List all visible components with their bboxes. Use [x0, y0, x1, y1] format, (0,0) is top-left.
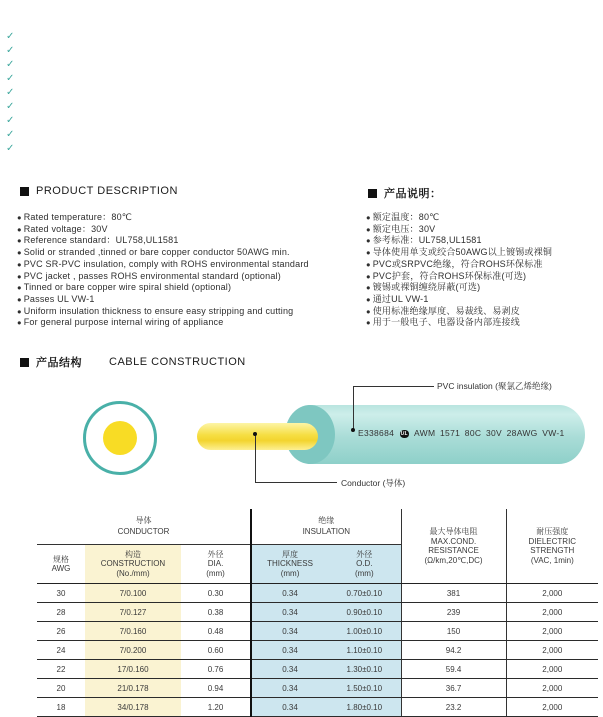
header-max-resistance: 最大导体电阻 MAX.COND. RESISTANCE (Ω/km,20℃,DC) [401, 509, 506, 584]
table-cell: 2,000 [506, 660, 598, 679]
table-cell: 20 [37, 679, 85, 698]
bullet-item: ● Reference standard：UL758,UL1581 [17, 235, 367, 247]
conductor-leader-dot [253, 432, 257, 436]
product-notes-list [366, 212, 601, 329]
table-cell: 34/0.178 [85, 698, 181, 717]
header-od: 外径 O.D. (mm) [328, 545, 401, 584]
table-cell: 0.34 [251, 622, 328, 641]
header-thickness: 厚度 THICKNESS (mm) [251, 545, 328, 584]
table-cell: 381 [401, 584, 506, 603]
table-cell: 7/0.160 [85, 622, 181, 641]
table-cell: 7/0.200 [85, 641, 181, 660]
table-row [37, 603, 598, 622]
table-row [37, 679, 598, 698]
bullet-item: ● Solid or stranded ,tinned or bare copper conductor 50AWG min. [17, 247, 367, 259]
table-cell: 23.2 [401, 698, 506, 717]
table-cell: 26 [37, 622, 85, 641]
bullet-item: ● PVC或SRPVC绝缘，符合ROHS环保标准 [366, 259, 601, 271]
table-cell: 94.2 [401, 641, 506, 660]
header-dia: 外径 DIA. (mm) [181, 545, 251, 584]
table-cell: 18 [37, 698, 85, 717]
table-cell: 0.34 [251, 641, 328, 660]
bullet-item: ● 镀锡或裸铜缠绕屏蔽(可选) [366, 282, 601, 294]
insulation-leader-dot [351, 428, 355, 432]
table-cell: 0.60 [181, 641, 251, 660]
check-icon: ✓ [6, 73, 15, 84]
bullet-item: ● 额定电压：30V [366, 224, 601, 236]
check-icon: ✓ [6, 101, 15, 112]
insulation-label: PVC insulation (聚氯乙烯绝缘) [437, 381, 552, 391]
square-bullet-icon [20, 358, 29, 367]
cable-print-text [358, 428, 565, 438]
bullet-item: ● 额定温度：80℃ [366, 212, 601, 224]
check-icon: ✓ [6, 115, 15, 126]
table-cell: 0.34 [251, 660, 328, 679]
check-icon: ✓ [6, 31, 15, 42]
check-icon: ✓ [6, 87, 15, 98]
ul-logo-icon: UL [400, 431, 408, 437]
insulation-leader-line [353, 386, 434, 387]
table-cell: 0.48 [181, 622, 251, 641]
cable-diagram [0, 372, 603, 512]
cable-construction-title-en: CABLE CONSTRUCTION [109, 356, 246, 368]
table-cell: 36.7 [401, 679, 506, 698]
table-cell: 0.38 [181, 603, 251, 622]
bullet-item: ● 参考标准：UL758,UL1581 [366, 235, 601, 247]
table-cell: 1.00±0.10 [328, 622, 401, 641]
cable-print-rating: AWM 1571 80C 30V 28AWG VW-1 [414, 428, 565, 438]
bullet-item: ● Uniform insulation thickness to ensure easy stripping and cutting [17, 306, 367, 318]
spec-table-body [37, 584, 598, 717]
bullet-item: ● Passes UL VW-1 [17, 294, 367, 306]
bullet-item: ● PVC jacket , passes ROHS environmental standard (optional) [17, 271, 367, 283]
header-construction: 构造 CONSTRUCTION (No./mm) [85, 545, 181, 584]
table-cell: 0.94 [181, 679, 251, 698]
table-cell: 2,000 [506, 603, 598, 622]
table-cell: 150 [401, 622, 506, 641]
table-cell: 0.34 [251, 584, 328, 603]
insulation-leader-line [353, 386, 354, 430]
table-cell: 2,000 [506, 584, 598, 603]
table-row [37, 622, 598, 641]
table-cell: 2,000 [506, 622, 598, 641]
header-awg: 规格 AWG [37, 545, 85, 584]
product-notes-heading [368, 185, 442, 201]
cable-construction-title-cn: 产品结构 [36, 357, 82, 369]
table-cell: 7/0.100 [85, 584, 181, 603]
check-icon: ✓ [6, 59, 15, 70]
header-group-insulation: 绝缘 INSULATION [251, 509, 401, 545]
table-cell: 22 [37, 660, 85, 679]
table-cell: 59.4 [401, 660, 506, 679]
product-description-list [17, 212, 367, 329]
bullet-item: ● 使用标准绝缘厚度、易裁线、易剥皮 [366, 306, 601, 318]
conductor-leader-line [255, 434, 256, 482]
header-group-conductor: 导体 CONDUCTOR [37, 509, 251, 545]
table-cell: 28 [37, 603, 85, 622]
table-cell: 0.30 [181, 584, 251, 603]
cross-section-conductor-core [103, 421, 137, 455]
table-cell: 0.90±0.10 [328, 603, 401, 622]
check-icon: ✓ [6, 45, 15, 56]
bullet-item: ● PVC护套，符合ROHS环保标准(可选) [366, 271, 601, 283]
table-cell: 1.20 [181, 698, 251, 717]
table-cell: 0.70±0.10 [328, 584, 401, 603]
table-cell: 24 [37, 641, 85, 660]
table-cell: 7/0.127 [85, 603, 181, 622]
table-cell: 1.50±0.10 [328, 679, 401, 698]
table-cell: 0.76 [181, 660, 251, 679]
table-cell: 0.34 [251, 679, 328, 698]
square-bullet-icon [20, 187, 29, 196]
table-cell: 2,000 [506, 698, 598, 717]
table-cell: 21/0.178 [85, 679, 181, 698]
conductor-leader-line [255, 482, 337, 483]
table-row [37, 584, 598, 603]
table-cell: 0.34 [251, 603, 328, 622]
table-cell: 17/0.160 [85, 660, 181, 679]
header-dielectric-strength: 耐压强度 DIELECTRIC STRENGTH (VAC, 1min) [506, 509, 598, 584]
conductor-label: Conductor (导体) [341, 478, 406, 488]
table-cell: 1.30±0.10 [328, 660, 401, 679]
bullet-item: ● For general purpose internal wiring of appliance [17, 317, 367, 329]
checkmark-column [6, 30, 14, 156]
bullet-item: ● Tinned or bare copper wire spiral shield (optional) [17, 282, 367, 294]
table-cell: 1.10±0.10 [328, 641, 401, 660]
product-description-title: PRODUCT DESCRIPTION [36, 185, 178, 197]
product-description-heading [20, 185, 178, 197]
cable-print-ul-number: E338684 [358, 428, 395, 438]
table-row [37, 660, 598, 679]
check-icon: ✓ [6, 129, 15, 140]
cable-conductor-rod [197, 423, 318, 450]
bullet-item: ● 导体使用单支或绞合50AWG以上镀锡或裸铜 [366, 247, 601, 259]
table-cell: 30 [37, 584, 85, 603]
product-notes-title: 产品说明： [384, 188, 442, 200]
bullet-item: ● 用于一般电子、电器设备内部连接线 [366, 317, 601, 329]
table-cell: 1.80±0.10 [328, 698, 401, 717]
spec-table [37, 509, 598, 717]
check-icon: ✓ [6, 143, 15, 154]
cable-construction-heading [20, 354, 246, 370]
bullet-item: ● PVC SR-PVC insulation, comply with ROHS environmental standard [17, 259, 367, 271]
bullet-item: ● Rated voltage：30V [17, 224, 367, 236]
table-row [37, 641, 598, 660]
bullet-item: ● Rated temperature：80℃ [17, 212, 367, 224]
bullet-item: ● 通过UL VW-1 [366, 294, 601, 306]
table-cell: 0.34 [251, 698, 328, 717]
square-bullet-icon [368, 189, 377, 198]
table-cell: 2,000 [506, 679, 598, 698]
table-cell: 239 [401, 603, 506, 622]
table-cell: 2,000 [506, 641, 598, 660]
